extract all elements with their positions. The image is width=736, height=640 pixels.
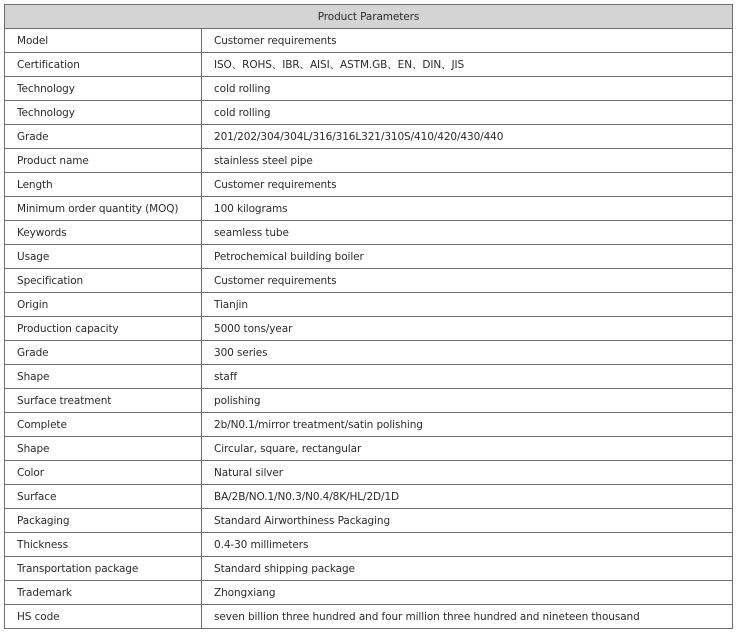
table-row (5, 581, 733, 605)
product-parameters-table (4, 4, 733, 629)
parameter-value: Circular, square, rectangular (202, 437, 733, 461)
table-row (5, 317, 733, 341)
parameter-label: HS code (5, 605, 202, 629)
product-parameters-container (4, 4, 732, 629)
table-row (5, 485, 733, 509)
table-row (5, 437, 733, 461)
parameter-label: Keywords (5, 221, 202, 245)
parameter-value: Standard Airworthiness Packaging (202, 509, 733, 533)
parameter-label: Model (5, 29, 202, 53)
parameter-value: 0.4-30 millimeters (202, 533, 733, 557)
parameter-value: Petrochemical building boiler (202, 245, 733, 269)
table-row (5, 29, 733, 53)
table-row (5, 53, 733, 77)
parameter-label: Complete (5, 413, 202, 437)
parameter-value: 201/202/304/304L/316/316L321/310S/410/420/430/440 (202, 125, 733, 149)
parameter-value: Customer requirements (202, 29, 733, 53)
parameter-label: Shape (5, 365, 202, 389)
table-row (5, 413, 733, 437)
parameter-label: Color (5, 461, 202, 485)
parameter-label: Minimum order quantity (MOQ) (5, 197, 202, 221)
table-row (5, 365, 733, 389)
parameter-label: Product name (5, 149, 202, 173)
parameter-value: Zhongxiang (202, 581, 733, 605)
parameter-label: Technology (5, 77, 202, 101)
parameter-label: Length (5, 173, 202, 197)
table-row (5, 197, 733, 221)
parameter-label: Surface (5, 485, 202, 509)
parameter-label: Packaging (5, 509, 202, 533)
parameter-label: Technology (5, 101, 202, 125)
parameter-value: 5000 tons/year (202, 317, 733, 341)
parameter-label: Specification (5, 269, 202, 293)
parameter-value: seven billion three hundred and four million three hundred and nineteen thousand (202, 605, 733, 629)
table-row (5, 293, 733, 317)
parameter-value: BA/2B/NO.1/N0.3/N0.4/8K/HL/2D/1D (202, 485, 733, 509)
parameter-value: polishing (202, 389, 733, 413)
parameter-label: Certification (5, 53, 202, 77)
table-header-row (5, 5, 733, 29)
parameter-value: Standard shipping package (202, 557, 733, 581)
parameter-value: cold rolling (202, 101, 733, 125)
parameter-label: Grade (5, 125, 202, 149)
parameter-value: Customer requirements (202, 269, 733, 293)
parameter-label: Thickness (5, 533, 202, 557)
parameter-value: ISO、ROHS、IBR、AISI、ASTM.GB、EN、DIN、JIS (202, 53, 733, 77)
table-row (5, 605, 733, 629)
parameter-value: seamless tube (202, 221, 733, 245)
table-row (5, 245, 733, 269)
table-row (5, 341, 733, 365)
parameter-label: Grade (5, 341, 202, 365)
table-row (5, 557, 733, 581)
table-row (5, 269, 733, 293)
table-row (5, 221, 733, 245)
table-row (5, 461, 733, 485)
table-title: Product Parameters (5, 5, 733, 29)
parameter-label: Usage (5, 245, 202, 269)
parameter-label: Surface treatment (5, 389, 202, 413)
parameter-value: Natural silver (202, 461, 733, 485)
parameter-value: 2b/N0.1/mirror treatment/satin polishing (202, 413, 733, 437)
parameter-label: Trademark (5, 581, 202, 605)
parameter-value: Customer requirements (202, 173, 733, 197)
parameter-value: staff (202, 365, 733, 389)
parameter-label: Production capacity (5, 317, 202, 341)
table-row (5, 389, 733, 413)
parameter-label: Origin (5, 293, 202, 317)
table-row (5, 173, 733, 197)
parameter-value: 300 series (202, 341, 733, 365)
parameter-label: Shape (5, 437, 202, 461)
table-row (5, 149, 733, 173)
table-body (5, 29, 733, 629)
table-row (5, 533, 733, 557)
parameter-value: 100 kilograms (202, 197, 733, 221)
table-row (5, 509, 733, 533)
parameter-value: stainless steel pipe (202, 149, 733, 173)
table-row (5, 101, 733, 125)
table-row (5, 125, 733, 149)
table-row (5, 77, 733, 101)
parameter-value: cold rolling (202, 77, 733, 101)
parameter-label: Transportation package (5, 557, 202, 581)
parameter-value: Tianjin (202, 293, 733, 317)
